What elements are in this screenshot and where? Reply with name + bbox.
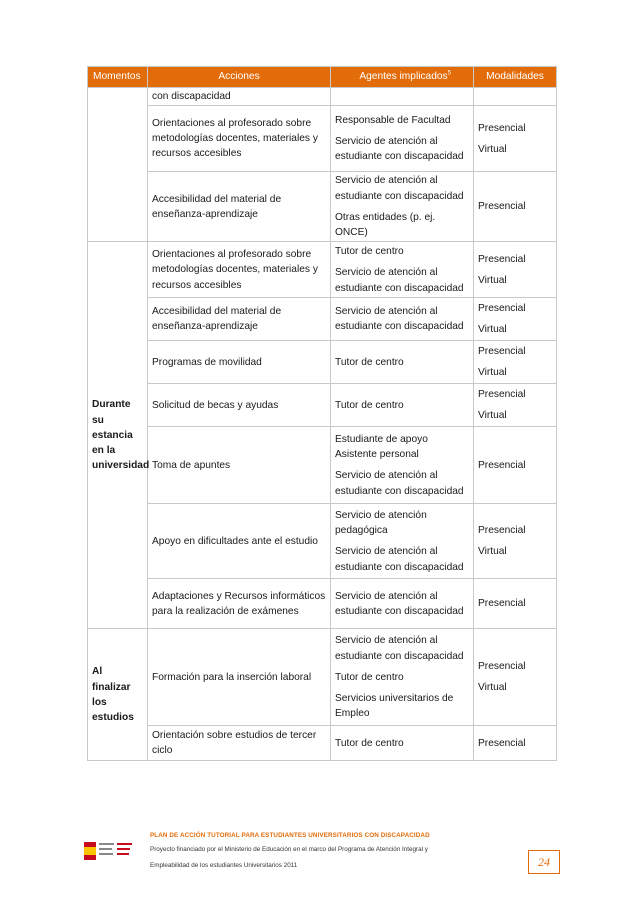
agente-item: Servicios universitarios de Empleo bbox=[335, 693, 454, 720]
modalidades-cell bbox=[474, 629, 557, 726]
agentes-cell bbox=[331, 629, 474, 726]
modalidades-cell bbox=[474, 242, 557, 298]
agente-item: Tutor de centro bbox=[335, 399, 404, 411]
modalidad-item: Virtual bbox=[478, 143, 507, 155]
agentes-cell bbox=[331, 88, 474, 106]
header-acciones: Acciones bbox=[148, 67, 331, 88]
agentes-cell bbox=[331, 341, 474, 384]
accion-cell: Accesibilidad del material de enseñanza-aprendizaje bbox=[148, 298, 331, 341]
agente-item: Servicio de atención al estudiante con discapacidad bbox=[335, 267, 464, 294]
header-agentes-label: Agentes implicados bbox=[359, 71, 448, 83]
agente-item: Tutor de centro bbox=[335, 737, 404, 749]
agente-item: Tutor de centro bbox=[335, 246, 404, 258]
modalidades-cell bbox=[474, 504, 557, 579]
agente-item: Otras entidades (p. ej. ONCE) bbox=[335, 211, 436, 239]
table-row bbox=[88, 726, 557, 761]
agentes-cell bbox=[331, 384, 474, 427]
page-footer bbox=[0, 820, 638, 890]
modalidades-cell bbox=[474, 298, 557, 341]
table-row bbox=[88, 106, 557, 172]
modalidades-cell bbox=[474, 427, 557, 504]
modalidad-item: Presencial bbox=[478, 122, 526, 134]
table-row bbox=[88, 504, 557, 579]
modalidad-item: Presencial bbox=[478, 525, 526, 537]
header-modalidades: Modalidades bbox=[474, 67, 557, 88]
accion-cell: Toma de apuntes bbox=[148, 427, 331, 504]
agente-item: Servicio de atención al estudiante con discapacidad bbox=[335, 590, 464, 617]
modalidad-item: Presencial bbox=[478, 737, 526, 749]
modalidades-cell bbox=[474, 172, 557, 242]
footer-funding-line-1: Proyecto financiado por el Ministerio de Educación en el marco del Programa de Atención Integral y bbox=[150, 846, 428, 853]
accion-cell: Formación para la inserción laboral bbox=[148, 629, 331, 726]
modalidades-cell bbox=[474, 726, 557, 761]
modalidad-item: Presencial bbox=[478, 661, 526, 673]
agente-item: Estudiante de apoyo Asistente personal bbox=[335, 433, 428, 461]
modalidad-item: Presencial bbox=[478, 598, 526, 610]
agente-item: Servicio de atención pedagógica bbox=[335, 509, 427, 537]
table-row bbox=[88, 88, 557, 106]
agentes-cell bbox=[331, 298, 474, 341]
header-agentes bbox=[331, 67, 474, 88]
modalidad-item: Presencial bbox=[478, 201, 526, 213]
momento-cell-empty bbox=[88, 88, 148, 242]
agente-item: Servicio de atención al estudiante con discapacidad bbox=[335, 136, 464, 163]
accion-cell: Orientaciones al profesorado sobre metodologías docentes, materiales y recursos accesibles bbox=[148, 106, 331, 172]
agente-item: Servicio de atención al estudiante con discapacidad bbox=[335, 546, 464, 573]
header-agentes-footnote: 5 bbox=[447, 70, 451, 77]
accion-cell: Orientación sobre estudios de tercer ciclo bbox=[148, 726, 331, 761]
modalidades-cell bbox=[474, 88, 557, 106]
agente-item: Responsable de Facultad bbox=[335, 114, 451, 126]
modalidad-item: Presencial bbox=[478, 253, 526, 265]
agentes-cell bbox=[331, 106, 474, 172]
modalidades-cell bbox=[474, 341, 557, 384]
header-momentos: Momentos bbox=[88, 67, 148, 88]
agente-item: Servicio de atención al estudiante con discapacidad bbox=[335, 635, 464, 662]
ministry-logo-icon bbox=[84, 840, 134, 862]
modalidades-cell bbox=[474, 106, 557, 172]
momento-cell-al-finalizar: Al finalizar los estudios bbox=[88, 629, 148, 761]
table-row bbox=[88, 341, 557, 384]
table-row bbox=[88, 629, 557, 726]
accion-cell: Programas de movilidad bbox=[148, 341, 331, 384]
agente-item: Servicio de atención al estudiante con discapacidad bbox=[335, 306, 464, 333]
footer-title: PLAN DE ACCIÓN TUTORIAL PARA ESTUDIANTES UNIVERSITARIOS CON DISCAPACIDAD bbox=[150, 832, 430, 839]
actions-table bbox=[87, 66, 557, 761]
accion-cell: Orientaciones al profesorado sobre metodologías docentes, materiales y recursos accesibles bbox=[148, 242, 331, 298]
agentes-cell bbox=[331, 726, 474, 761]
accion-cell: Solicitud de becas y ayudas bbox=[148, 384, 331, 427]
modalidad-item: Presencial bbox=[478, 459, 526, 471]
accion-cell: con discapacidad bbox=[148, 88, 331, 106]
modalidades-cell bbox=[474, 384, 557, 427]
agentes-cell bbox=[331, 242, 474, 298]
modalidad-item: Presencial bbox=[478, 346, 526, 358]
agentes-cell bbox=[331, 579, 474, 629]
table-row bbox=[88, 579, 557, 629]
accion-cell: Adaptaciones y Recursos informáticos para la realización de exámenes bbox=[148, 579, 331, 629]
footer-funding-line-2: Empleabilidad de los estudiantes Universitarios 2011 bbox=[150, 862, 298, 869]
agentes-cell bbox=[331, 427, 474, 504]
agentes-cell bbox=[331, 504, 474, 579]
agentes-cell bbox=[331, 172, 474, 242]
table-header-row bbox=[88, 67, 557, 88]
modalidad-item: Presencial bbox=[478, 389, 526, 401]
table-row bbox=[88, 242, 557, 298]
modalidad-item: Virtual bbox=[478, 682, 507, 694]
table-row bbox=[88, 384, 557, 427]
agente-item: Tutor de centro bbox=[335, 356, 404, 368]
momento-cell-durante: Durante su estancia en la universidad bbox=[88, 242, 148, 629]
table-row bbox=[88, 172, 557, 242]
accion-cell: Apoyo en dificultades ante el estudio bbox=[148, 504, 331, 579]
agente-item: Servicio de atención al estudiante con discapacidad bbox=[335, 470, 464, 497]
table-row bbox=[88, 298, 557, 341]
modalidad-item: Virtual bbox=[478, 410, 507, 422]
table-row bbox=[88, 427, 557, 504]
modalidad-item: Virtual bbox=[478, 546, 507, 558]
modalidad-item: Virtual bbox=[478, 324, 507, 336]
accion-cell: Accesibilidad del material de enseñanza-aprendizaje bbox=[148, 172, 331, 242]
agente-item: Tutor de centro bbox=[335, 671, 404, 683]
agente-item: Servicio de atención al estudiante con discapacidad bbox=[335, 175, 464, 202]
modalidad-item: Virtual bbox=[478, 274, 507, 286]
modalidad-item: Virtual bbox=[478, 367, 507, 379]
page-number: 24 bbox=[528, 850, 560, 874]
modalidades-cell bbox=[474, 579, 557, 629]
modalidad-item: Presencial bbox=[478, 303, 526, 315]
